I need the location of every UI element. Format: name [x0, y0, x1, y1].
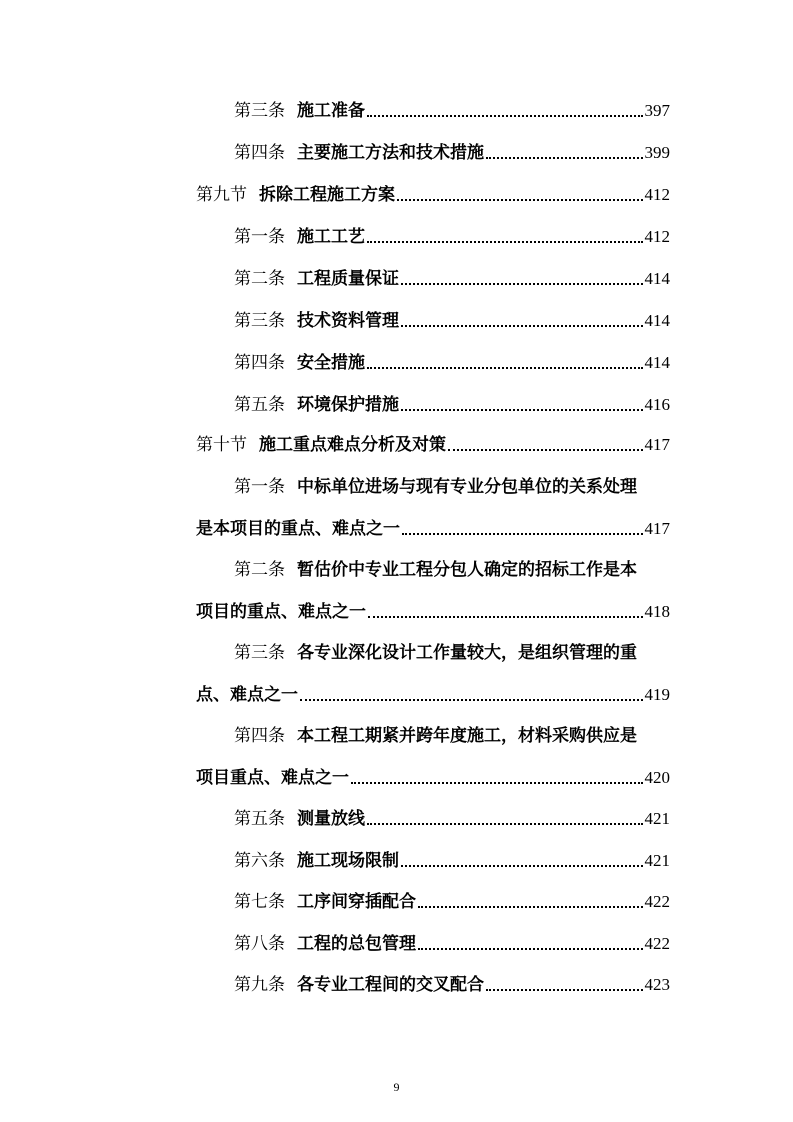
toc-entry-line2[interactable] [196, 593, 670, 623]
entry-title-continued: 是本项目的重点、难点之一 [196, 519, 400, 539]
entry-title: 本工程工期紧并跨年度施工，材料采购供应是 [297, 726, 637, 746]
entry-title: 各专业工程间的交叉配合 [297, 975, 484, 995]
entry-number: 第七条 [234, 892, 285, 912]
toc-entry-line1[interactable] [234, 634, 670, 664]
dot-leader [367, 361, 643, 369]
entry-title: 施工工艺 [297, 227, 365, 247]
entry-page-number: 418 [644, 602, 670, 621]
dot-leader [402, 527, 643, 535]
entry-page-number: 416 [644, 395, 670, 414]
toc-entry[interactable] [234, 883, 670, 913]
toc-entry[interactable] [234, 260, 670, 290]
entry-title: 工序间穿插配合 [297, 892, 416, 912]
toc-entry[interactable] [234, 925, 670, 955]
entry-page-number: 417 [644, 435, 670, 454]
entry-title: 工程的总包管理 [297, 934, 416, 954]
footer-page-number: 9 [393, 1080, 400, 1094]
entry-page-number: 421 [644, 851, 670, 870]
entry-title: 环境保护措施 [297, 395, 399, 415]
toc-entry-line2[interactable] [196, 759, 670, 789]
toc-entry[interactable] [234, 218, 670, 248]
entry-number: 第五条 [234, 809, 285, 829]
toc-section-entry[interactable] [196, 426, 670, 456]
entry-number: 第二条 [234, 560, 285, 580]
dot-leader [486, 151, 643, 159]
entry-page-number: 412 [644, 227, 670, 246]
entry-page-number: 421 [644, 809, 670, 828]
entry-number: 第六条 [234, 851, 285, 871]
toc-entry[interactable] [234, 302, 670, 332]
entry-number: 第三条 [234, 311, 285, 331]
entry-title-continued: 点、难点之一 [196, 685, 298, 705]
dot-leader [367, 235, 643, 243]
dot-leader [367, 817, 643, 825]
toc-entry[interactable] [234, 92, 670, 122]
entry-page-number: 414 [644, 269, 670, 288]
dot-leader [401, 319, 643, 327]
dot-leader [401, 403, 643, 411]
entry-page-number: 414 [644, 353, 670, 372]
entry-page-number: 399 [644, 143, 670, 162]
entry-title: 各专业深化设计工作量较大，是组织管理的重 [297, 643, 637, 663]
dot-leader [300, 693, 643, 701]
entry-number: 第八条 [234, 934, 285, 954]
entry-title-continued: 项目重点、难点之一 [196, 768, 349, 788]
entry-title: 安全措施 [297, 353, 365, 373]
entry-number: 第九条 [234, 975, 285, 995]
section-number: 第九节 [196, 185, 247, 205]
dot-leader [401, 859, 643, 867]
dot-leader [401, 277, 643, 285]
toc-entry[interactable] [234, 966, 670, 996]
toc-entry[interactable] [234, 344, 670, 374]
toc-entry-line1[interactable] [234, 468, 670, 498]
entry-page-number: 397 [644, 101, 670, 120]
dot-leader [486, 983, 643, 991]
entry-title: 工程质量保证 [297, 269, 399, 289]
entry-number: 第四条 [234, 726, 285, 746]
entry-number: 第三条 [234, 101, 285, 121]
entry-title: 测量放线 [297, 809, 365, 829]
entry-number: 第一条 [234, 477, 285, 497]
entry-title: 中标单位进场与现有专业分包单位的关系处理 [297, 477, 637, 497]
dot-leader [368, 610, 643, 618]
entry-title-continued: 项目的重点、难点之一 [196, 602, 366, 622]
entry-title: 暂估价中专业工程分包人确定的招标工作是本 [297, 560, 637, 580]
entry-number: 第三条 [234, 643, 285, 663]
dot-leader [418, 942, 643, 950]
section-title: 拆除工程施工方案 [259, 185, 395, 205]
dot-leader [351, 776, 643, 784]
entry-number: 第二条 [234, 269, 285, 289]
entry-title: 主要施工方法和技术措施 [297, 143, 484, 163]
entry-page-number: 417 [644, 519, 670, 538]
section-title: 施工重点难点分析及对策 [259, 435, 446, 455]
toc-entry[interactable] [234, 386, 670, 416]
toc-entry-line1[interactable] [234, 717, 670, 747]
toc-entry-line2[interactable] [196, 510, 670, 540]
dot-leader [367, 109, 643, 117]
entry-number: 第五条 [234, 395, 285, 415]
section-number: 第十节 [196, 435, 247, 455]
entry-title: 施工现场限制 [297, 851, 399, 871]
entry-number: 第四条 [234, 353, 285, 373]
toc-entry-line1[interactable] [234, 551, 670, 581]
entry-page-number: 422 [644, 934, 670, 953]
toc-section-entry[interactable] [196, 176, 670, 206]
entry-page-number: 420 [644, 768, 670, 787]
toc-entry[interactable] [234, 134, 670, 164]
entry-number: 第一条 [234, 227, 285, 247]
dot-leader [397, 193, 643, 201]
toc-entry[interactable] [234, 800, 670, 830]
entry-page-number: 414 [644, 311, 670, 330]
entry-title: 施工准备 [297, 101, 365, 121]
toc-entry[interactable] [234, 842, 670, 872]
dot-leader [418, 900, 643, 908]
entry-page-number: 422 [644, 892, 670, 911]
entry-number: 第四条 [234, 143, 285, 163]
dot-leader [448, 443, 643, 451]
toc-entry-line2[interactable] [196, 676, 670, 706]
entry-page-number: 419 [644, 685, 670, 704]
entry-title: 技术资料管理 [297, 311, 399, 331]
entry-page-number: 412 [644, 185, 670, 204]
entry-page-number: 423 [644, 975, 670, 994]
